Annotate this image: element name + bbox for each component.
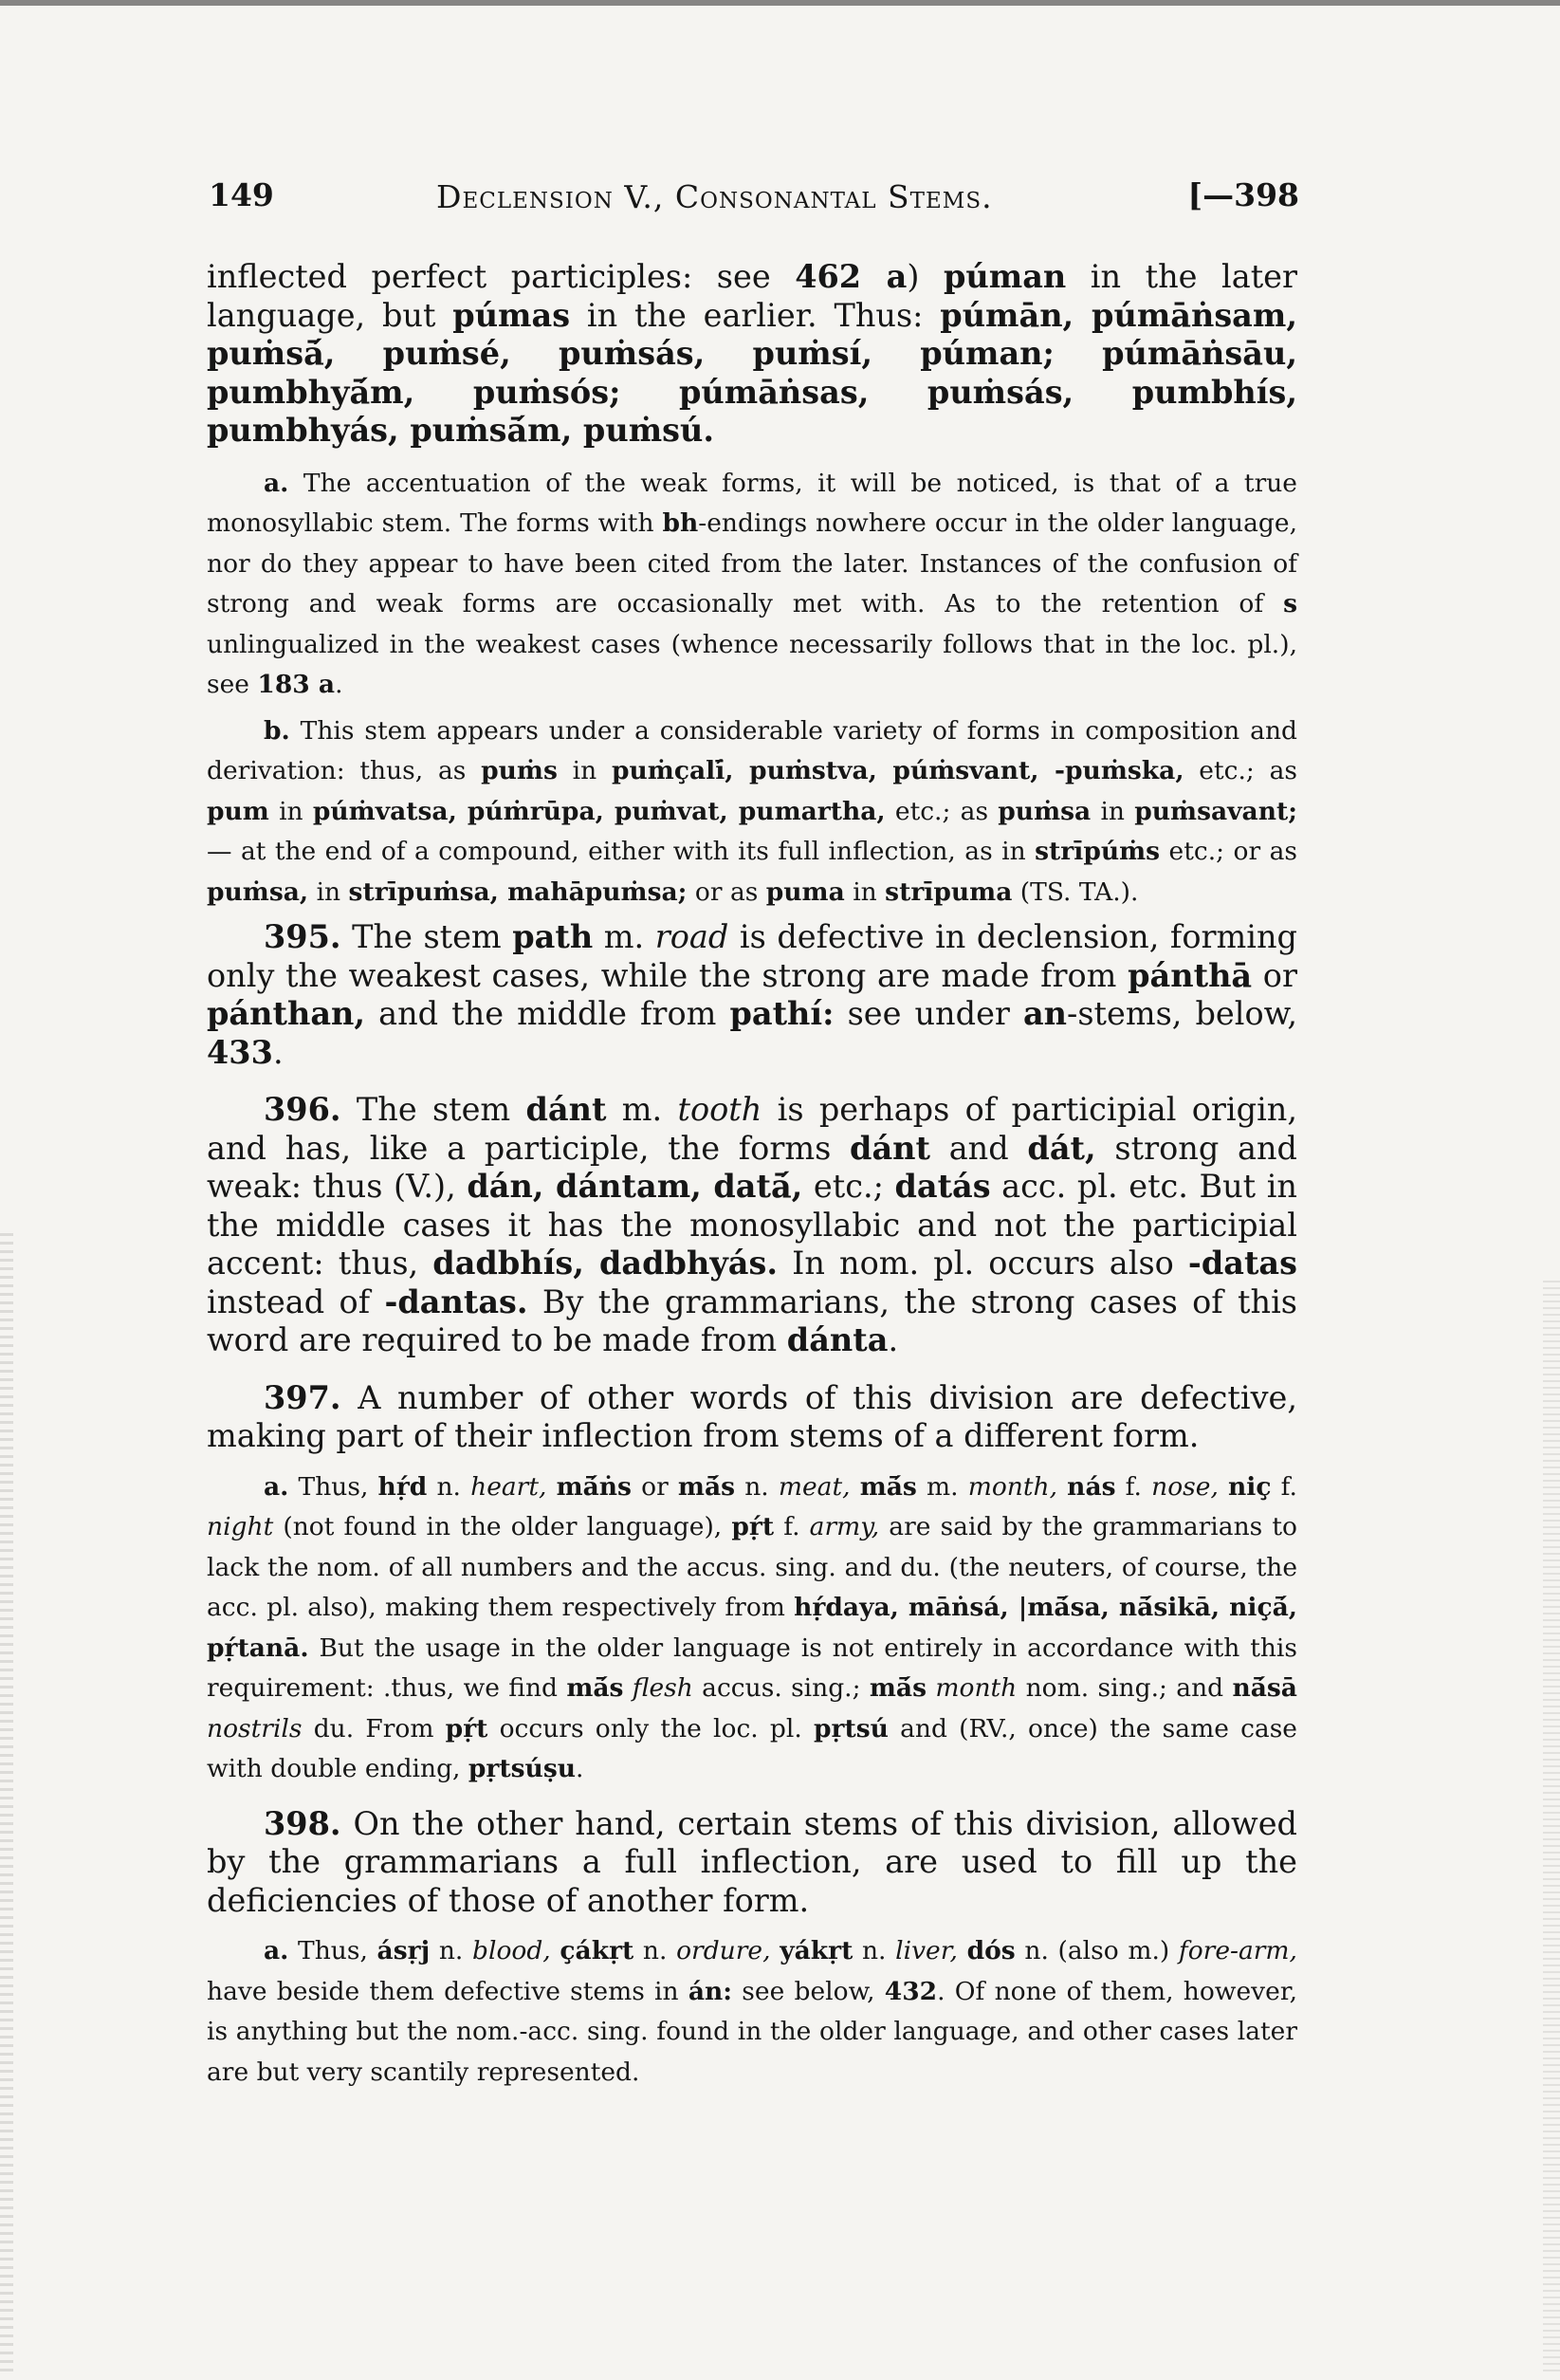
sanskrit-form: yákṛt <box>780 1936 853 1965</box>
section-397 <box>207 1379 1297 1456</box>
text: and (RV., once) the same case with double ending, <box>207 1713 1297 1783</box>
sanskrit-form: dánta <box>786 1321 889 1358</box>
text: n. <box>633 1936 677 1965</box>
text: Thus, <box>288 1471 378 1502</box>
scan-right-edge <box>1543 1281 1560 2371</box>
sanskrit-form: mā́ṅs <box>556 1471 632 1502</box>
section-link[interactable]: 462 a <box>795 258 908 295</box>
sanskrit-form: -dantas. <box>384 1282 528 1320</box>
section-number: 397. <box>264 1378 341 1416</box>
note-b-stem-variety <box>207 711 1297 913</box>
sanskrit-form: dánt <box>525 1091 607 1128</box>
scan-left-edge <box>0 1233 13 2371</box>
text: nom. sing.; and <box>1017 1673 1233 1703</box>
text: etc.; as <box>885 796 999 826</box>
note-397a <box>207 1467 1297 1790</box>
sanskrit-form: puṁsavant; <box>1134 796 1298 826</box>
text: in the earlier. Thus: <box>570 296 941 334</box>
text <box>1219 1472 1228 1502</box>
sanskrit-form: pṛ́t <box>445 1713 488 1743</box>
gloss: nose, <box>1151 1471 1219 1502</box>
section-number: 398. <box>264 1804 341 1842</box>
paragraph-inflected-participles <box>207 258 1297 451</box>
text <box>958 1936 967 1965</box>
gloss: month, <box>967 1471 1058 1502</box>
text: — at the end of a compound, either with its full inflection, as in <box>207 837 1036 866</box>
note-a-accentuation <box>207 464 1297 706</box>
note-label: a. <box>264 468 289 498</box>
sanskrit-form: mā́s <box>566 1673 624 1703</box>
text: or <box>631 1471 678 1502</box>
text <box>546 1472 556 1502</box>
text: acc. pl. etc. But in the middle cases it has the monosyllabic and not the participial accent: thus, <box>207 1168 1297 1282</box>
text: in <box>1091 796 1135 826</box>
section-398 <box>207 1805 1297 1921</box>
page-body <box>207 258 1297 2093</box>
gloss: night <box>207 1512 274 1541</box>
sanskrit-form: -datas <box>1187 1245 1297 1282</box>
sanskrit-form: datás <box>894 1168 991 1205</box>
sanskrit-form: púman <box>943 258 1067 295</box>
text: f. <box>774 1512 810 1541</box>
text: m. <box>916 1471 968 1502</box>
text: in <box>268 796 313 826</box>
text: etc.; or as <box>1160 837 1297 866</box>
sanskrit-form: mā́s <box>859 1471 917 1502</box>
sanskrit-form: pum <box>207 796 269 826</box>
text: . <box>335 670 343 699</box>
section-396 <box>207 1091 1297 1360</box>
text <box>623 1673 632 1703</box>
note-label: b. <box>264 715 290 746</box>
text: etc.; <box>802 1168 895 1205</box>
sanskrit-form: strīpuṁsa, mahāpuṁsa; <box>348 876 688 907</box>
text: is perhaps of participial origin, and has, like a participle, the forms <box>207 1091 1298 1167</box>
text: . <box>888 1321 899 1358</box>
text: strong and weak: thus (V.), <box>207 1129 1297 1205</box>
note-398a <box>207 1931 1297 2093</box>
text: occurs only the loc. pl. <box>487 1713 814 1743</box>
text: in <box>557 756 612 785</box>
text: and <box>930 1129 1028 1167</box>
page-header <box>209 176 1299 224</box>
sanskrit-form: án: <box>688 1976 733 2006</box>
text <box>1057 1472 1067 1502</box>
section-395 <box>207 918 1297 1072</box>
text: n. (also m.) <box>1015 1936 1179 1965</box>
text: This stem appears under a considerable variety of forms in composition and derivation: thus, as <box>207 715 1297 785</box>
gloss: tooth <box>677 1091 762 1128</box>
sanskrit-form: dadbhís, dadbhyás. <box>432 1245 779 1282</box>
text: n. <box>427 1471 471 1502</box>
text: -endings nowhere occur in the older language, nor do they appear to have been cited from the later. Instances of the confusion of strong and weak forms are occasionally met with. As to the retention of <box>207 508 1297 618</box>
gloss: nostrils <box>207 1713 303 1743</box>
sanskrit-form: mā́s <box>869 1673 927 1703</box>
text: . Of none of them, however, is anything but the nom.-acc. sing. found in the older language, and other cases later are but very scantily represented. <box>207 1976 1297 2087</box>
text: n. <box>735 1471 779 1502</box>
text: inflected perfect participles: see <box>207 258 796 295</box>
note-label: a. <box>264 1471 289 1502</box>
gloss: fore-arm, <box>1178 1936 1297 1965</box>
text: The accentuation of the weak forms, it will be noticed, is that of a true monosyllabic stem. The forms with <box>207 468 1297 538</box>
sanskrit-form: puma <box>765 876 845 907</box>
sanskrit-form: pṛtsúṣu <box>468 1754 577 1783</box>
sanskrit-form: ásṛj <box>376 1936 431 1965</box>
text: see under <box>834 995 1023 1032</box>
text: have beside them defective stems in <box>207 1976 688 2006</box>
gloss: army, <box>809 1512 880 1541</box>
text: ) <box>907 258 944 295</box>
text: in the later language, but <box>207 258 1298 334</box>
section-reference: [—398 <box>1187 176 1299 213</box>
text: A number of other words of this division are defective, making part of their inflection from stems of a different form. <box>207 1378 1297 1454</box>
text: is defective in declension, forming only the weakest cases, while the strong are made from <box>207 918 1298 994</box>
text: accus. sing.; <box>692 1673 870 1703</box>
sanskrit-form: strīpuma <box>885 876 1013 907</box>
sanskrit-form: pánthan, <box>207 995 366 1032</box>
text: or <box>1252 956 1297 994</box>
text: du. From <box>302 1713 446 1743</box>
text: The stem <box>340 1091 526 1128</box>
text: f. <box>1271 1471 1297 1502</box>
sanskrit-form: pṛtsú <box>813 1713 889 1743</box>
sanskrit-form: puṁs <box>481 756 558 785</box>
note-label: a. <box>264 1936 289 1965</box>
sanskrit-form: púmas <box>452 296 571 334</box>
sanskrit-form: niç <box>1228 1471 1272 1502</box>
text <box>771 1936 780 1965</box>
section-number: 395. <box>264 918 341 955</box>
sanskrit-form: puṁsa, <box>207 876 309 907</box>
text: (not found in the older language), <box>273 1512 732 1541</box>
text <box>927 1673 935 1703</box>
sanskrit-form: puṁçalī́, puṁstva, púṁsvant, -puṁska, <box>611 756 1184 785</box>
text: in <box>844 876 886 907</box>
gloss: month <box>935 1673 1018 1703</box>
text: . <box>272 1033 284 1071</box>
text: In nom. pl. occurs also <box>778 1245 1188 1282</box>
text: and the middle from <box>365 995 730 1032</box>
gloss: liver, <box>895 1936 958 1965</box>
sanskrit-form: nā́sā <box>1232 1673 1297 1703</box>
text: By the grammarians, the strong cases of this word are required to be made from <box>207 1282 1297 1358</box>
text: see below, <box>732 1976 885 2006</box>
gloss: meat, <box>778 1471 851 1502</box>
gloss: ordure, <box>676 1936 771 1965</box>
text: in <box>308 876 349 907</box>
text: instead of <box>207 1282 385 1320</box>
sanskrit-form: pṛ́t <box>731 1512 775 1541</box>
text: are said by the grammarians to lack the nom. of all numbers and the accus. sing. and du. (the neuters, of course, the acc. pl. also), making them respectively from <box>207 1512 1297 1622</box>
gloss: heart, <box>470 1471 547 1502</box>
page-number: 149 <box>209 176 274 213</box>
sanskrit-form: nás <box>1067 1471 1116 1502</box>
sanskrit-form: hṛ́d <box>377 1471 428 1502</box>
sanskrit-form: bh <box>662 508 699 538</box>
sanskrit-form: dós <box>966 1936 1016 1965</box>
text: -stems, below, <box>1067 995 1297 1032</box>
sanskrit-form: hṛ́daya, māṅsá, |mā́sa, nā́sikā, niçā́, pṛ́tanā. <box>207 1593 1297 1663</box>
text <box>851 1472 860 1502</box>
section-link[interactable]: 433 <box>207 1033 273 1071</box>
sanskrit-form: dán, dántam, datā́, <box>467 1168 803 1205</box>
section-link[interactable]: 432 <box>884 1976 938 2006</box>
running-title: Declension V., Consonantal Stems. <box>436 178 993 215</box>
text: . <box>576 1754 584 1783</box>
gloss: road <box>654 918 729 955</box>
sanskrit-form: mā́s <box>677 1471 736 1502</box>
sanskrit-form: s <box>1283 589 1297 618</box>
gloss: flesh <box>632 1673 693 1703</box>
section-number: 396. <box>264 1091 341 1128</box>
text: m. <box>606 1091 678 1128</box>
text: unlingualized in the weakest cases (whence necessarily follows that in the loc. pl.), see <box>207 629 1297 699</box>
text: The stem <box>340 918 513 955</box>
sanskrit-form: púṁvatsa, púṁrūpa, puṁvat, pumartha, <box>312 796 886 826</box>
text: f. <box>1115 1471 1152 1502</box>
text: n. <box>853 1936 896 1965</box>
sanskrit-form: pánthā <box>1128 956 1253 994</box>
sanskrit-form: pathí: <box>729 995 835 1032</box>
text <box>551 1936 560 1965</box>
sanskrit-form: puṁsa <box>998 796 1092 826</box>
sanskrit-form: an <box>1022 995 1068 1032</box>
text: m. <box>593 918 655 955</box>
scan-top-edge <box>0 0 1560 6</box>
section-link[interactable]: 183 a <box>257 670 336 699</box>
text: On the other hand, certain stems of this division, allowed by the grammarians a full inflection, are used to fill up the deficiencies of those of another form. <box>207 1804 1297 1919</box>
sanskrit-form: çákṛt <box>560 1936 634 1965</box>
sanskrit-form: strīpúṁs <box>1035 837 1161 866</box>
sanskrit-form: dánt <box>850 1129 930 1167</box>
text: n. <box>430 1936 472 1965</box>
sanskrit-form: path <box>512 918 594 955</box>
declension-forms: púmān, púmāṅsam, puṁsā́, puṁsé, puṁsás, puṁsí, púman; púmāṅsāu, pumbhyā́m, puṁsós; púmāṅsas, puṁsás, pumbhís, pumbhyás, puṁsā́m, puṁsú. <box>207 296 1297 449</box>
text: (TS. TA.). <box>1012 876 1139 907</box>
sanskrit-form: dát, <box>1027 1129 1096 1167</box>
text: etc.; as <box>1184 756 1297 785</box>
text: But the usage in the older language is not entirely in accordance with this requirement: .thus, we find <box>207 1633 1297 1703</box>
text: or as <box>687 876 766 907</box>
gloss: blood, <box>472 1936 551 1965</box>
text: Thus, <box>288 1936 377 1965</box>
